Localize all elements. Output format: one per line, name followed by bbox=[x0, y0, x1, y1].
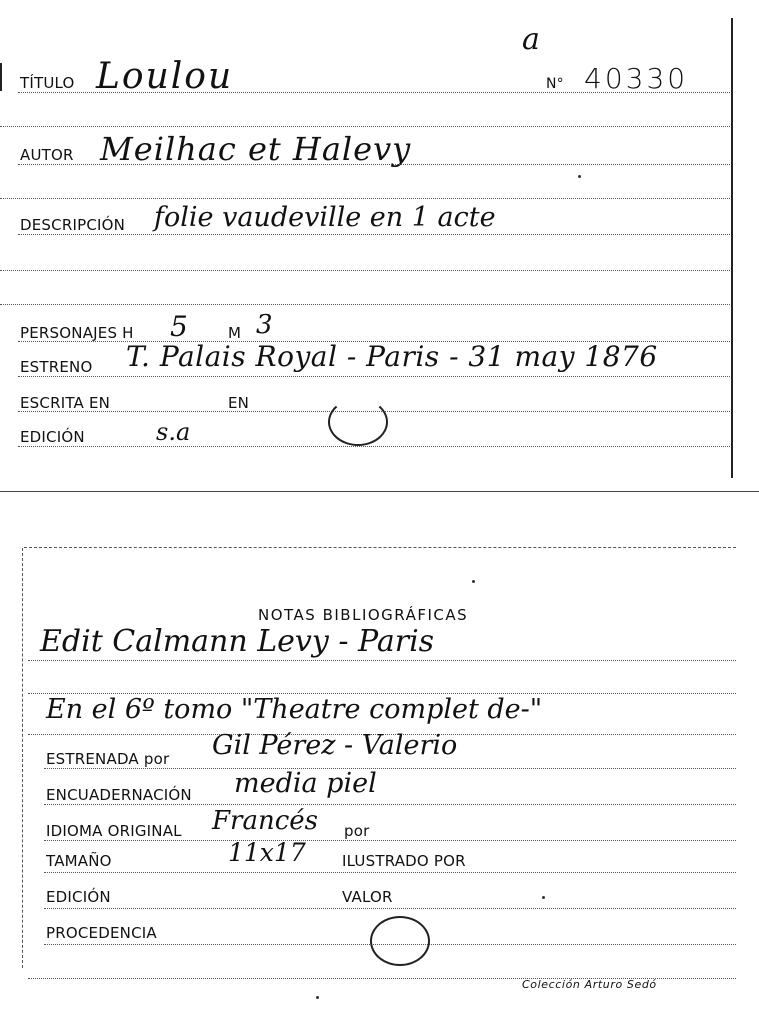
autor-value: Meilhac et Halevy bbox=[100, 130, 412, 168]
card-back-left-edge bbox=[22, 548, 23, 968]
edicion-value: s.a bbox=[156, 418, 191, 446]
descripcion-value: folie vaudeville en 1 acte bbox=[154, 202, 496, 233]
card-back-top-edge bbox=[24, 547, 736, 548]
notas-line2: En el 6º tomo "Theatre complet de-" bbox=[46, 694, 543, 725]
corner-mark: a bbox=[522, 22, 540, 57]
punch-hole-back bbox=[370, 916, 430, 966]
procedencia-label: PROCEDENCIA bbox=[46, 924, 157, 942]
tamano-label: TAMAÑO bbox=[46, 852, 112, 870]
collection-credit: Colección Arturo Sedó bbox=[522, 978, 657, 991]
tamano-value: 11x17 bbox=[228, 838, 306, 867]
encuadernacion-rule bbox=[44, 804, 736, 805]
escrita-en-label: ESCRITA EN bbox=[20, 394, 111, 412]
edicion-back-rule bbox=[44, 908, 736, 909]
estrenada-rule bbox=[44, 768, 736, 769]
idioma-value: Francés bbox=[212, 806, 319, 836]
speck-4 bbox=[542, 896, 545, 899]
personajes-h-value: 5 bbox=[170, 310, 188, 343]
catalog-card-front bbox=[0, 0, 759, 492]
notas-label: NOTAS BIBLIOGRÁFICAS bbox=[258, 606, 469, 624]
idioma-rule bbox=[44, 840, 736, 841]
notas-line1: Edit Calmann Levy - Paris bbox=[40, 624, 435, 659]
numero-label: N° bbox=[546, 76, 564, 92]
estrenada-value: Gil Pérez - Valerio bbox=[212, 730, 458, 761]
edicion-back-label: EDICIÓN bbox=[46, 888, 111, 906]
titulo-label: TÍTULO bbox=[20, 74, 75, 92]
personajes-m-value: 3 bbox=[256, 310, 273, 340]
descripcion-rule bbox=[18, 234, 730, 235]
idioma-label: IDIOMA ORIGINAL bbox=[46, 822, 182, 840]
card-front-right-edge bbox=[731, 18, 733, 478]
card-front-bottom-edge bbox=[0, 491, 759, 492]
escrita-en2-label: EN bbox=[228, 394, 250, 412]
tamano-rule bbox=[44, 872, 736, 873]
speck-2 bbox=[472, 580, 475, 583]
titulo-rule bbox=[18, 92, 730, 93]
autor-label: AUTOR bbox=[20, 146, 74, 164]
blank-rule-4 bbox=[0, 304, 730, 305]
blank-rule-2 bbox=[0, 198, 730, 199]
personajes-m-label: M bbox=[228, 324, 242, 342]
encuadernacion-value: media piel bbox=[234, 768, 377, 799]
descripcion-label: DESCRIPCIÓN bbox=[20, 216, 126, 234]
card-front-left-mark bbox=[0, 63, 2, 91]
edicion-label: EDICIÓN bbox=[20, 428, 85, 446]
personajes-label: PERSONAJES H bbox=[20, 324, 134, 342]
por-label: por bbox=[344, 822, 370, 840]
titulo-value: Loulou bbox=[96, 56, 234, 97]
estreno-value: T. Palais Royal - Paris - 31 may 1876 bbox=[126, 340, 658, 373]
speck-3 bbox=[316, 996, 319, 999]
speck-1 bbox=[578, 175, 581, 178]
edicion-rule bbox=[18, 446, 730, 447]
numero-value: 40330 bbox=[584, 62, 689, 95]
estrenada-label: ESTRENADA por bbox=[46, 750, 170, 768]
notas-rule-1 bbox=[28, 660, 736, 661]
valor-label: VALOR bbox=[342, 888, 393, 906]
encuadernacion-label: ENCUADERNACIÓN bbox=[46, 786, 192, 804]
autor-rule bbox=[18, 164, 730, 165]
punch-hole-front bbox=[328, 398, 388, 446]
estreno-rule bbox=[18, 376, 730, 377]
ilustrado-label: ILUSTRADO POR bbox=[342, 852, 466, 870]
blank-rule-3 bbox=[0, 270, 730, 271]
estreno-label: ESTRENO bbox=[20, 358, 93, 376]
blank-rule-1 bbox=[0, 126, 730, 127]
